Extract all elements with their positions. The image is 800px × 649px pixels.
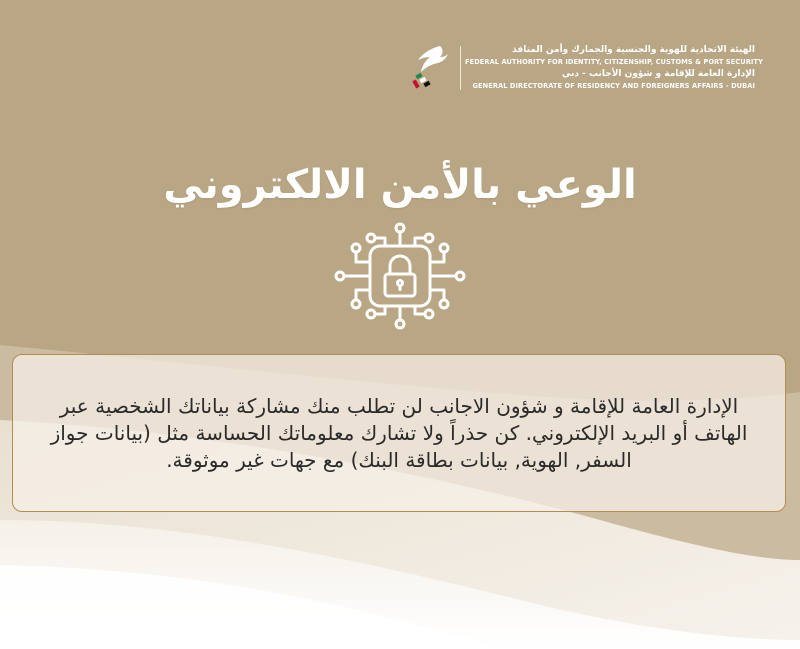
directorate-name-english: GENERAL DIRECTORATE OF RESIDENCY AND FOREIGNERS AFFAIRS - DUBAI xyxy=(472,82,755,90)
authority-name xyxy=(465,44,763,92)
circuit-lock-icon xyxy=(330,222,470,332)
awareness-message: الإدارة العامة للإقامة و شؤون الاجانب لن تطلب منك مشاركة بياناتك الشخصية عبر الهاتف أو البريد الإلكتروني. كن حذراً ولا تشارك معلوماتك الحساسة مثل (بيانات جواز السفر, الهوية, بيانات بطاقة البنك) مع جهات غير موثوقة. xyxy=(50,393,748,472)
falcon-emblem-icon xyxy=(410,42,454,90)
authority-name-arabic: الهيئة الاتحادية للهوية والجنسية والجمارك وأمن المنافذ xyxy=(512,45,755,55)
message-box xyxy=(12,354,786,512)
authority-name-english: FEDERAL AUTHORITY FOR IDENTITY, CITIZENSHIP, CUSTOMS & PORT SECURITY xyxy=(465,58,763,66)
logo-divider xyxy=(460,46,461,90)
page-title: الوعي بالأمن الالكتروني xyxy=(163,162,637,208)
authority-logo xyxy=(410,42,763,94)
directorate-name-arabic: الإدارة العامة للإقامة و شؤون الأجانب - دبي xyxy=(561,69,755,79)
